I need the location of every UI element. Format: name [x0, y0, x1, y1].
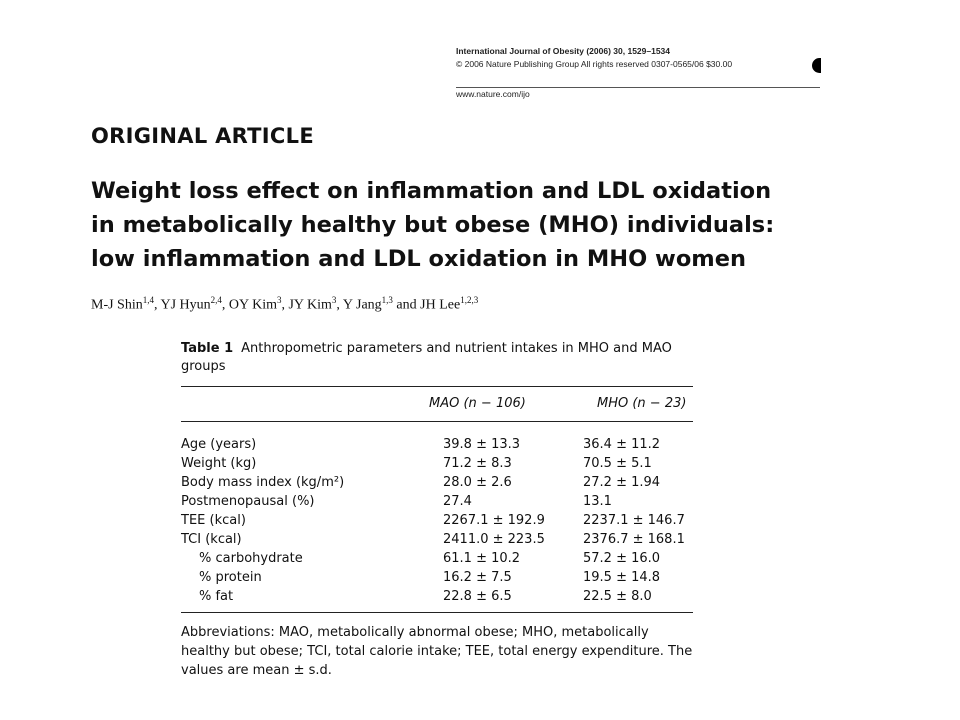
cell-mho: 70.5 ± 5.1 — [583, 456, 652, 471]
author-name: JH Lee — [420, 297, 461, 313]
cell-mao: 2267.1 ± 192.9 — [443, 513, 545, 528]
table-caption-text: Anthropometric parameters and nutrient intakes in MHO and MAO groups — [181, 341, 672, 374]
author-separator: , — [153, 297, 161, 313]
table-row — [181, 587, 693, 606]
cell-mho: 13.1 — [583, 494, 612, 509]
author-affiliation: 1,3 — [381, 295, 393, 305]
row-label: TEE (kcal) — [181, 513, 246, 528]
row-label: % fat — [199, 589, 234, 604]
table-row — [181, 492, 693, 511]
cell-mho: 22.5 ± 8.0 — [583, 589, 652, 604]
column-header-mho: MHO (n − 23) — [597, 396, 687, 411]
cell-mho: 2376.7 ± 168.1 — [583, 532, 685, 547]
article-title — [91, 174, 774, 276]
table-row — [181, 568, 693, 587]
author-affiliation: 1,2,3 — [460, 295, 479, 305]
table-row — [181, 435, 693, 454]
journal-copyright: © 2006 Nature Publishing Group All rights reserved 0307-0565/06 $30.00 — [456, 59, 733, 69]
row-label: % carbohydrate — [199, 551, 303, 566]
table-body — [181, 422, 693, 612]
table-row — [181, 511, 693, 530]
table-row — [181, 473, 693, 492]
author-name: M-J Shin — [91, 297, 143, 313]
cell-mao: 16.2 ± 7.5 — [443, 570, 512, 585]
author-affiliation: 3 — [276, 295, 282, 305]
data-table — [181, 340, 693, 680]
row-label: Body mass index (kg/m²) — [181, 475, 345, 490]
cell-mho: 36.4 ± 11.2 — [583, 437, 661, 452]
row-label: Weight (kg) — [181, 456, 257, 471]
author-name: YJ Hyun — [160, 297, 211, 313]
cell-mho: 19.5 ± 14.8 — [583, 570, 661, 585]
author-separator: , — [336, 297, 343, 313]
author-affiliation: 1,4 — [142, 295, 154, 305]
table-row — [181, 530, 693, 549]
author-name: Y Jang — [342, 297, 382, 313]
journal-citation: International Journal of Obesity (2006) 30, 1529–1534 — [456, 46, 671, 56]
journal-url: www.nature.com/ijo — [456, 89, 530, 99]
cell-mao: 27.4 — [443, 494, 472, 509]
publisher-logo-icon — [812, 58, 821, 73]
cell-mao: 71.2 ± 8.3 — [443, 456, 512, 471]
table-header-row — [181, 387, 693, 421]
table-caption — [181, 340, 693, 376]
column-header-mao: MAO (n − 106) — [429, 396, 526, 411]
table-footnote: Abbreviations: MAO, metabolically abnormal obese; MHO, metabolically healthy but obese; TCI, total calorie intake; TEE, total energy expenditure. The values are mean ± s.d. — [181, 625, 693, 678]
title-line: in metabolically healthy but obese (MHO) individuals: — [91, 212, 775, 238]
row-label: Postmenopausal (%) — [181, 494, 315, 509]
cell-mho: 57.2 ± 16.0 — [583, 551, 661, 566]
author-name: JY Kim — [288, 297, 332, 313]
row-label: % protein — [199, 570, 262, 585]
title-line: Weight loss effect on inflammation and LDL oxidation — [91, 178, 772, 204]
section-label: ORIGINAL ARTICLE — [91, 124, 314, 148]
cell-mho: 27.2 ± 1.94 — [583, 475, 661, 490]
cell-mao: 39.8 ± 13.3 — [443, 437, 521, 452]
author-separator: , — [221, 297, 229, 313]
table-number: Table 1 — [181, 341, 234, 356]
cell-mao: 61.1 ± 10.2 — [443, 551, 521, 566]
title-line: low inflammation and LDL oxidation in MHO women — [91, 246, 747, 272]
table-row — [181, 549, 693, 568]
author-separator: , — [281, 297, 289, 313]
row-label: TCI (kcal) — [181, 532, 242, 547]
author-name: OY Kim — [228, 297, 277, 313]
author-affiliation: 2,4 — [210, 295, 222, 305]
author-separator: and — [392, 297, 421, 313]
table-bottom-rule — [181, 612, 693, 613]
cell-mao: 22.8 ± 6.5 — [443, 589, 512, 604]
cell-mho: 2237.1 ± 146.7 — [583, 513, 685, 528]
author-affiliation: 3 — [331, 295, 337, 305]
journal-header — [456, 45, 820, 99]
table-row — [181, 454, 693, 473]
row-label: Age (years) — [181, 437, 257, 452]
cell-mao: 2411.0 ± 223.5 — [443, 532, 545, 547]
author-list — [91, 295, 478, 314]
cell-mao: 28.0 ± 2.6 — [443, 475, 512, 490]
